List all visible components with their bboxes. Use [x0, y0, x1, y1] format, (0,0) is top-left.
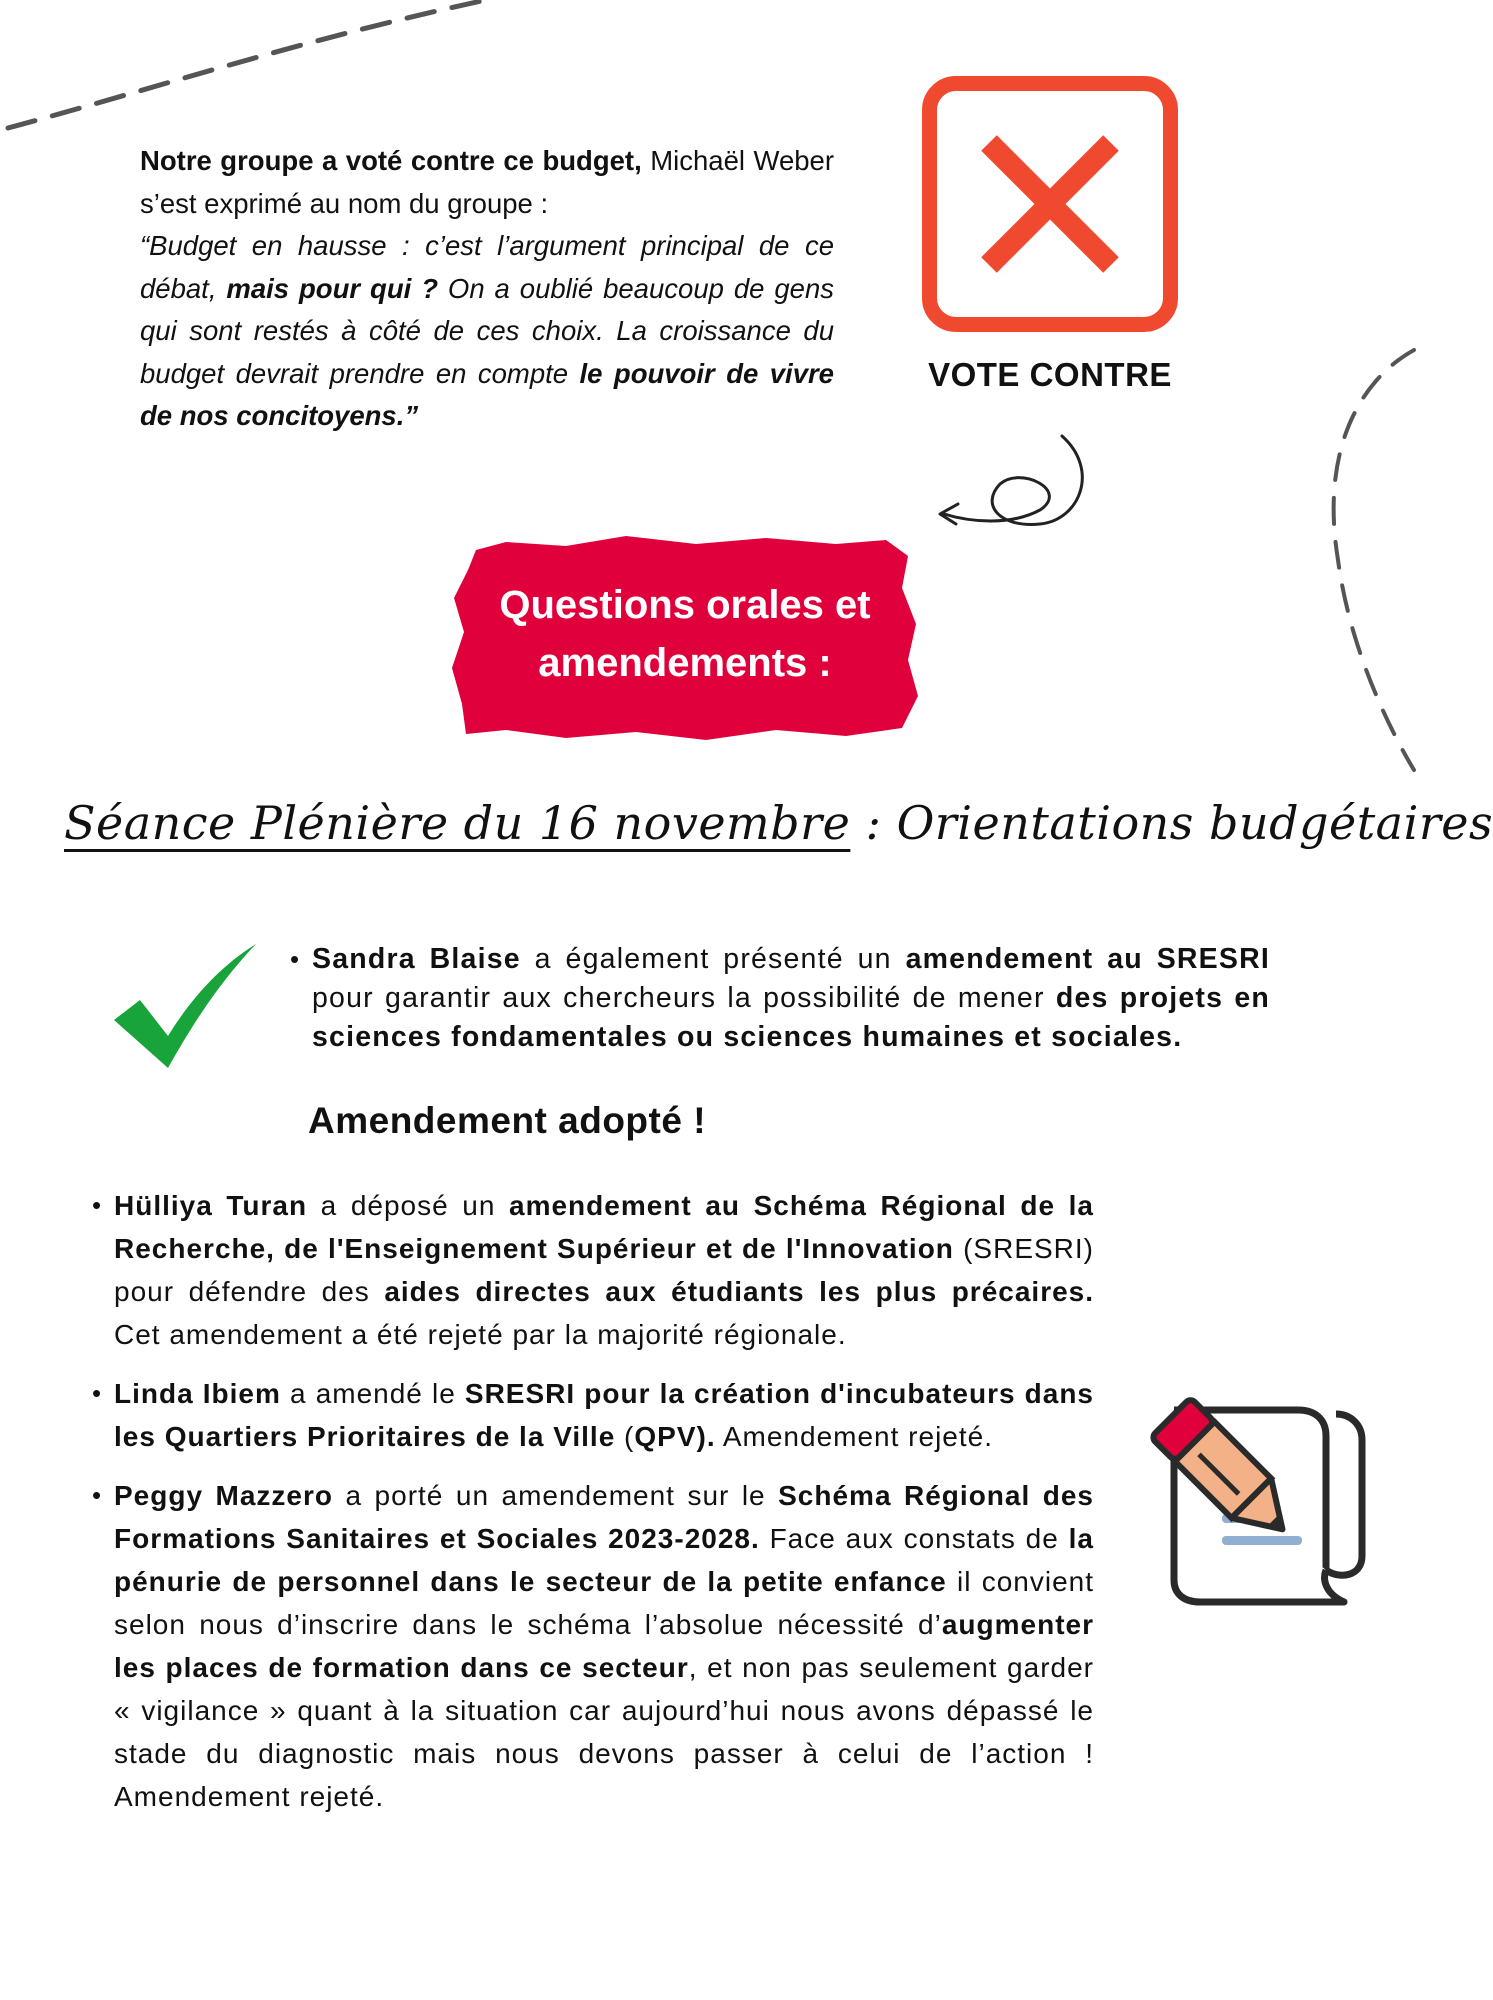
bullet-dot: •: [92, 1480, 103, 1510]
quote-bold: le pouvoir de vivre de nos concitoyens.”: [140, 357, 834, 431]
text-part: a amendé le: [280, 1378, 465, 1409]
list-item: [92, 1372, 1094, 1458]
banner-line-1: Questions orales et: [499, 583, 871, 627]
quote-part: On a oublié beaucoup de gens qui sont restés à côté de ces choix. La croissance du budget devrait prendre en compte: [140, 272, 834, 389]
red-x-icon: [922, 76, 1178, 332]
author-name: Peggy Mazzero: [114, 1480, 333, 1511]
bold-part: des projets en sciences fondamentales ou sciences humaines et sociales.: [312, 982, 1270, 1053]
bold-part: la pénurie de personnel dans le secteur de la petite enfance: [114, 1523, 1094, 1597]
list-item: [92, 1474, 1094, 1818]
text-part: a déposé un: [307, 1190, 510, 1221]
bullet-dot: •: [290, 944, 301, 974]
bold-part: QPV).: [634, 1421, 716, 1452]
text-part: Amendement rejeté.: [715, 1421, 993, 1452]
dashed-line-right: [1334, 350, 1414, 770]
bold-part: Schéma Régional des Formations Sanitaires et Sociales 2023-2028.: [114, 1480, 1094, 1554]
sandra-name: Sandra Blaise: [312, 943, 521, 975]
vote-label: VOTE CONTRE: [928, 356, 1172, 393]
intro-lead-bold: Notre groupe a voté contre ce budget,: [140, 145, 642, 176]
bold-part: amendement au Schéma Régional de la Recherche, de l'Enseignement Supérieur et de l'Innovation: [114, 1190, 1094, 1264]
list-item: [92, 1184, 1095, 1356]
text-part: pour garantir aux chercheurs la possibilité de mener: [312, 982, 1056, 1014]
text-part: , et non pas seulement garder « vigilance » quant à la situation car aujourd’hui nous avons dépassé le stade du diagnostic mais nous devons passer à celui de l’action ! Amendement rejeté.: [114, 1652, 1094, 1812]
seance-heading-underlined: Séance Plénière du 16 novembre: [64, 796, 851, 850]
author-name: Hülliya Turan: [114, 1190, 308, 1221]
text-part: (SRESRI) pour défendre des: [114, 1233, 1094, 1307]
quote-part: “Budget en hausse : c’est l’argument principal de ce débat,: [140, 230, 834, 304]
banner-line-2: amendements :: [538, 641, 832, 685]
pencil-document-icon: [1126, 1380, 1366, 1620]
seance-heading: [64, 796, 1493, 850]
intro-quote: [140, 225, 834, 438]
green-check-icon: [110, 944, 260, 1074]
amendment-adopted-label: Amendement adopté !: [308, 1100, 707, 1141]
text-part: Cet amendement a été rejeté par la majorité régionale.: [114, 1319, 847, 1350]
bullet-dot: •: [92, 1190, 103, 1220]
text-part: a porté un amendement sur le: [333, 1480, 779, 1511]
dashed-line-top: [8, 0, 486, 128]
banner-heading: [460, 576, 910, 692]
text-part: a également présenté un: [520, 943, 906, 975]
intro-lead-rest: Michaël Weber s’est exprimé au nom du groupe :: [140, 145, 834, 219]
curly-arrow-icon: [940, 436, 1082, 524]
text-part: Face aux constats de: [759, 1523, 1069, 1554]
amendments-list: [92, 1184, 1095, 1834]
text-part: (: [615, 1421, 635, 1452]
bullet-dot: •: [92, 1378, 103, 1408]
bold-part: amendement au SRESRI: [905, 943, 1270, 975]
seance-heading-rest: : Orientations budgétaires: [850, 796, 1493, 850]
bold-part: augmenter les places de formation dans ce secteur: [114, 1609, 1094, 1683]
author-name: Linda Ibiem: [114, 1378, 281, 1409]
text-part: il convient selon nous d’inscrire dans le schéma l’absolue nécessité d’: [114, 1566, 1094, 1640]
intro-paragraph: [140, 140, 834, 438]
quote-bold: mais pour qui ?: [226, 272, 438, 304]
bold-part: aides directes aux étudiants les plus précaires.: [384, 1276, 1095, 1307]
bold-part: SRESRI pour la création d'incubateurs dans les Quartiers Prioritaires de la Ville: [114, 1378, 1094, 1452]
sandra-amendment: [290, 940, 1270, 1057]
